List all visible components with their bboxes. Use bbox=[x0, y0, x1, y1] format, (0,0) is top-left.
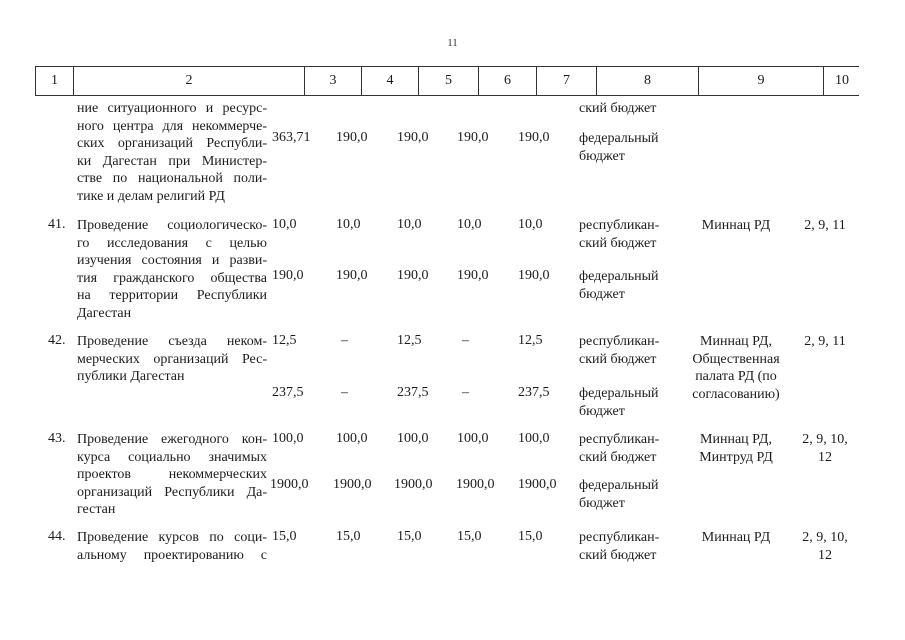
cell-total: 10,0 bbox=[272, 217, 297, 232]
source-line: федеральный bbox=[579, 386, 659, 401]
cell-year-4: 237,5 bbox=[518, 385, 550, 400]
source-line: ский бюджет bbox=[579, 449, 657, 465]
description-line: Проведение курсов по соци- bbox=[77, 530, 267, 545]
cell-total: 363,71 bbox=[272, 130, 311, 145]
row-number: 42. bbox=[48, 333, 66, 348]
cell-year-2: 190,0 bbox=[397, 130, 429, 145]
cell-year-1: 15,0 bbox=[336, 529, 361, 544]
cell-year-2: 237,5 bbox=[397, 385, 429, 400]
description-line: гестан bbox=[77, 502, 116, 517]
description-line: Проведение съезда неком- bbox=[77, 334, 267, 349]
description-line: ки Дагестан при Министер- bbox=[77, 153, 267, 169]
cell-year-1: 1900,0 bbox=[333, 477, 372, 492]
source-line: республикан- bbox=[579, 218, 660, 233]
tasks-line: 12 bbox=[818, 547, 832, 563]
row-executors bbox=[683, 529, 789, 547]
description-line: изучения состояния и разви- bbox=[77, 253, 267, 268]
cell-year-1: 190,0 bbox=[336, 268, 368, 283]
tasks-line: 2, 9, 10, bbox=[802, 530, 848, 545]
cell-year-3: 15,0 bbox=[457, 529, 482, 544]
cell-year-3: 10,0 bbox=[457, 217, 482, 232]
cell-total: 100,0 bbox=[272, 431, 304, 446]
column-header-10: 10 bbox=[835, 73, 849, 88]
row-tasks bbox=[793, 529, 857, 564]
source-line: бюджет bbox=[579, 286, 625, 302]
funding-source bbox=[579, 529, 659, 564]
continuation-source-tail bbox=[579, 100, 656, 118]
description-line: ние ситуационного и ресурс- bbox=[77, 101, 267, 116]
description-line: курса социально значимых bbox=[77, 449, 267, 465]
column-header-2: 2 bbox=[74, 67, 305, 95]
cell-total: 12,5 bbox=[272, 333, 297, 348]
source-line: ский бюджет bbox=[579, 101, 657, 116]
description-line: ного центра для некоммерче- bbox=[77, 118, 267, 134]
cell-year-1: 10,0 bbox=[336, 217, 361, 232]
column-header-4: 4 bbox=[362, 67, 419, 95]
funding-source bbox=[579, 333, 659, 368]
funding-source bbox=[579, 385, 659, 420]
row-description bbox=[77, 529, 267, 564]
tasks-line: 2, 9, 10, bbox=[802, 432, 848, 447]
source-line: федеральный bbox=[579, 478, 659, 493]
tasks-line: 2, 9, 11 bbox=[804, 218, 846, 233]
executor-line: Минтруд РД bbox=[699, 449, 773, 465]
executor-line: Миннац РД, bbox=[700, 432, 772, 447]
description-line: Проведение социологическо- bbox=[77, 218, 267, 233]
row-executors bbox=[683, 333, 789, 403]
row-number: 44. bbox=[48, 529, 66, 544]
funding-source bbox=[579, 130, 659, 165]
column-header-7: 7 bbox=[537, 67, 597, 95]
cell-year-2: 100,0 bbox=[397, 431, 429, 446]
cell-year-4: 190,0 bbox=[518, 268, 550, 283]
funding-source bbox=[579, 268, 659, 303]
cell-year-4: 10,0 bbox=[518, 217, 543, 232]
description-line: альному проектированию с bbox=[77, 547, 267, 563]
cell-year-2: 10,0 bbox=[397, 217, 422, 232]
source-line: республикан- bbox=[579, 334, 660, 349]
executor-line: Миннац РД, bbox=[700, 334, 772, 349]
cell-year-2: 190,0 bbox=[397, 268, 429, 283]
description-line: Проведение ежегодного кон- bbox=[77, 432, 267, 447]
row-number: 41. bbox=[48, 217, 66, 232]
row-tasks bbox=[793, 431, 857, 466]
cell-year-4: 15,0 bbox=[518, 529, 543, 544]
source-line: федеральный bbox=[579, 131, 659, 146]
row-number: 43. bbox=[48, 431, 66, 446]
column-header-6: 6 bbox=[479, 67, 537, 95]
column-header-1: 1 bbox=[36, 67, 74, 95]
cell-total: 1900,0 bbox=[270, 477, 309, 492]
source-line: ский бюджет bbox=[579, 235, 657, 251]
cell-year-2: 12,5 bbox=[397, 333, 422, 348]
description-line: публики Дагестан bbox=[77, 369, 185, 384]
cell-year-4: 100,0 bbox=[518, 431, 550, 446]
cell-year-3: 190,0 bbox=[457, 130, 489, 145]
funding-source bbox=[579, 217, 659, 252]
row-tasks bbox=[793, 217, 857, 235]
executor-line: согласованию) bbox=[692, 386, 780, 402]
cell-year-1: 100,0 bbox=[336, 431, 368, 446]
tasks-line: 2, 9, 11 bbox=[804, 334, 846, 349]
source-line: федеральный bbox=[579, 269, 659, 284]
row-description bbox=[77, 217, 267, 322]
executor-line: Миннац РД bbox=[701, 218, 771, 233]
source-line: ский бюджет bbox=[579, 351, 657, 367]
description-line: стве по национальной поли- bbox=[77, 171, 267, 186]
cell-total: 190,0 bbox=[272, 268, 304, 283]
source-line: бюджет bbox=[579, 495, 625, 511]
cell-total: 15,0 bbox=[272, 529, 297, 544]
funding-source bbox=[579, 431, 659, 466]
column-header-8: 8 bbox=[597, 67, 699, 95]
column-header-9: 9 bbox=[699, 67, 824, 95]
row-description bbox=[77, 333, 267, 386]
cell-year-3: 100,0 bbox=[457, 431, 489, 446]
cell-year-2: 1900,0 bbox=[394, 477, 433, 492]
cell-year-3: – bbox=[462, 333, 469, 348]
description-line: мерческих организаций Рес- bbox=[77, 351, 267, 367]
funding-source bbox=[579, 477, 659, 512]
cell-year-4: 12,5 bbox=[518, 333, 543, 348]
row-executors bbox=[683, 431, 789, 466]
description-line: Дагестан bbox=[77, 305, 132, 321]
source-line: ский бюджет bbox=[579, 547, 657, 563]
cell-year-4: 190,0 bbox=[518, 130, 550, 145]
cell-year-2: 15,0 bbox=[397, 529, 422, 544]
page-number: 11 bbox=[447, 37, 458, 49]
cell-year-1: – bbox=[341, 333, 348, 348]
row-executors bbox=[683, 217, 789, 235]
tasks-line: 12 bbox=[818, 449, 832, 465]
executor-line: Миннац РД bbox=[701, 530, 771, 545]
row-tasks bbox=[793, 333, 857, 351]
cell-year-4: 1900,0 bbox=[518, 477, 557, 492]
cell-total: 237,5 bbox=[272, 385, 304, 400]
description-line: на территории Республики bbox=[77, 288, 267, 303]
source-line: бюджет bbox=[579, 403, 625, 419]
source-line: республикан- bbox=[579, 432, 660, 447]
description-line: го исследования с целью bbox=[77, 235, 267, 251]
executor-line: Общественная bbox=[692, 351, 780, 367]
description-line: тике и делам религий РД bbox=[77, 188, 225, 204]
cell-year-1: 190,0 bbox=[336, 130, 368, 145]
cell-year-3: 190,0 bbox=[457, 268, 489, 283]
description-line: организаций Республики Да- bbox=[77, 484, 267, 500]
continuation-description bbox=[77, 100, 267, 205]
description-line: тия гражданского общества bbox=[77, 270, 267, 286]
description-line: проектов некоммерческих bbox=[77, 467, 267, 482]
executor-line: палата РД (по bbox=[695, 369, 777, 384]
description-line: ских организаций Республи- bbox=[77, 136, 267, 151]
cell-year-3: – bbox=[462, 385, 469, 400]
source-line: республикан- bbox=[579, 530, 660, 545]
cell-year-3: 1900,0 bbox=[456, 477, 495, 492]
column-header-3: 3 bbox=[305, 67, 362, 95]
source-line: бюджет bbox=[579, 148, 625, 164]
row-description bbox=[77, 431, 267, 519]
column-header-5: 5 bbox=[419, 67, 479, 95]
cell-year-1: – bbox=[341, 385, 348, 400]
table-header-row bbox=[35, 66, 859, 96]
